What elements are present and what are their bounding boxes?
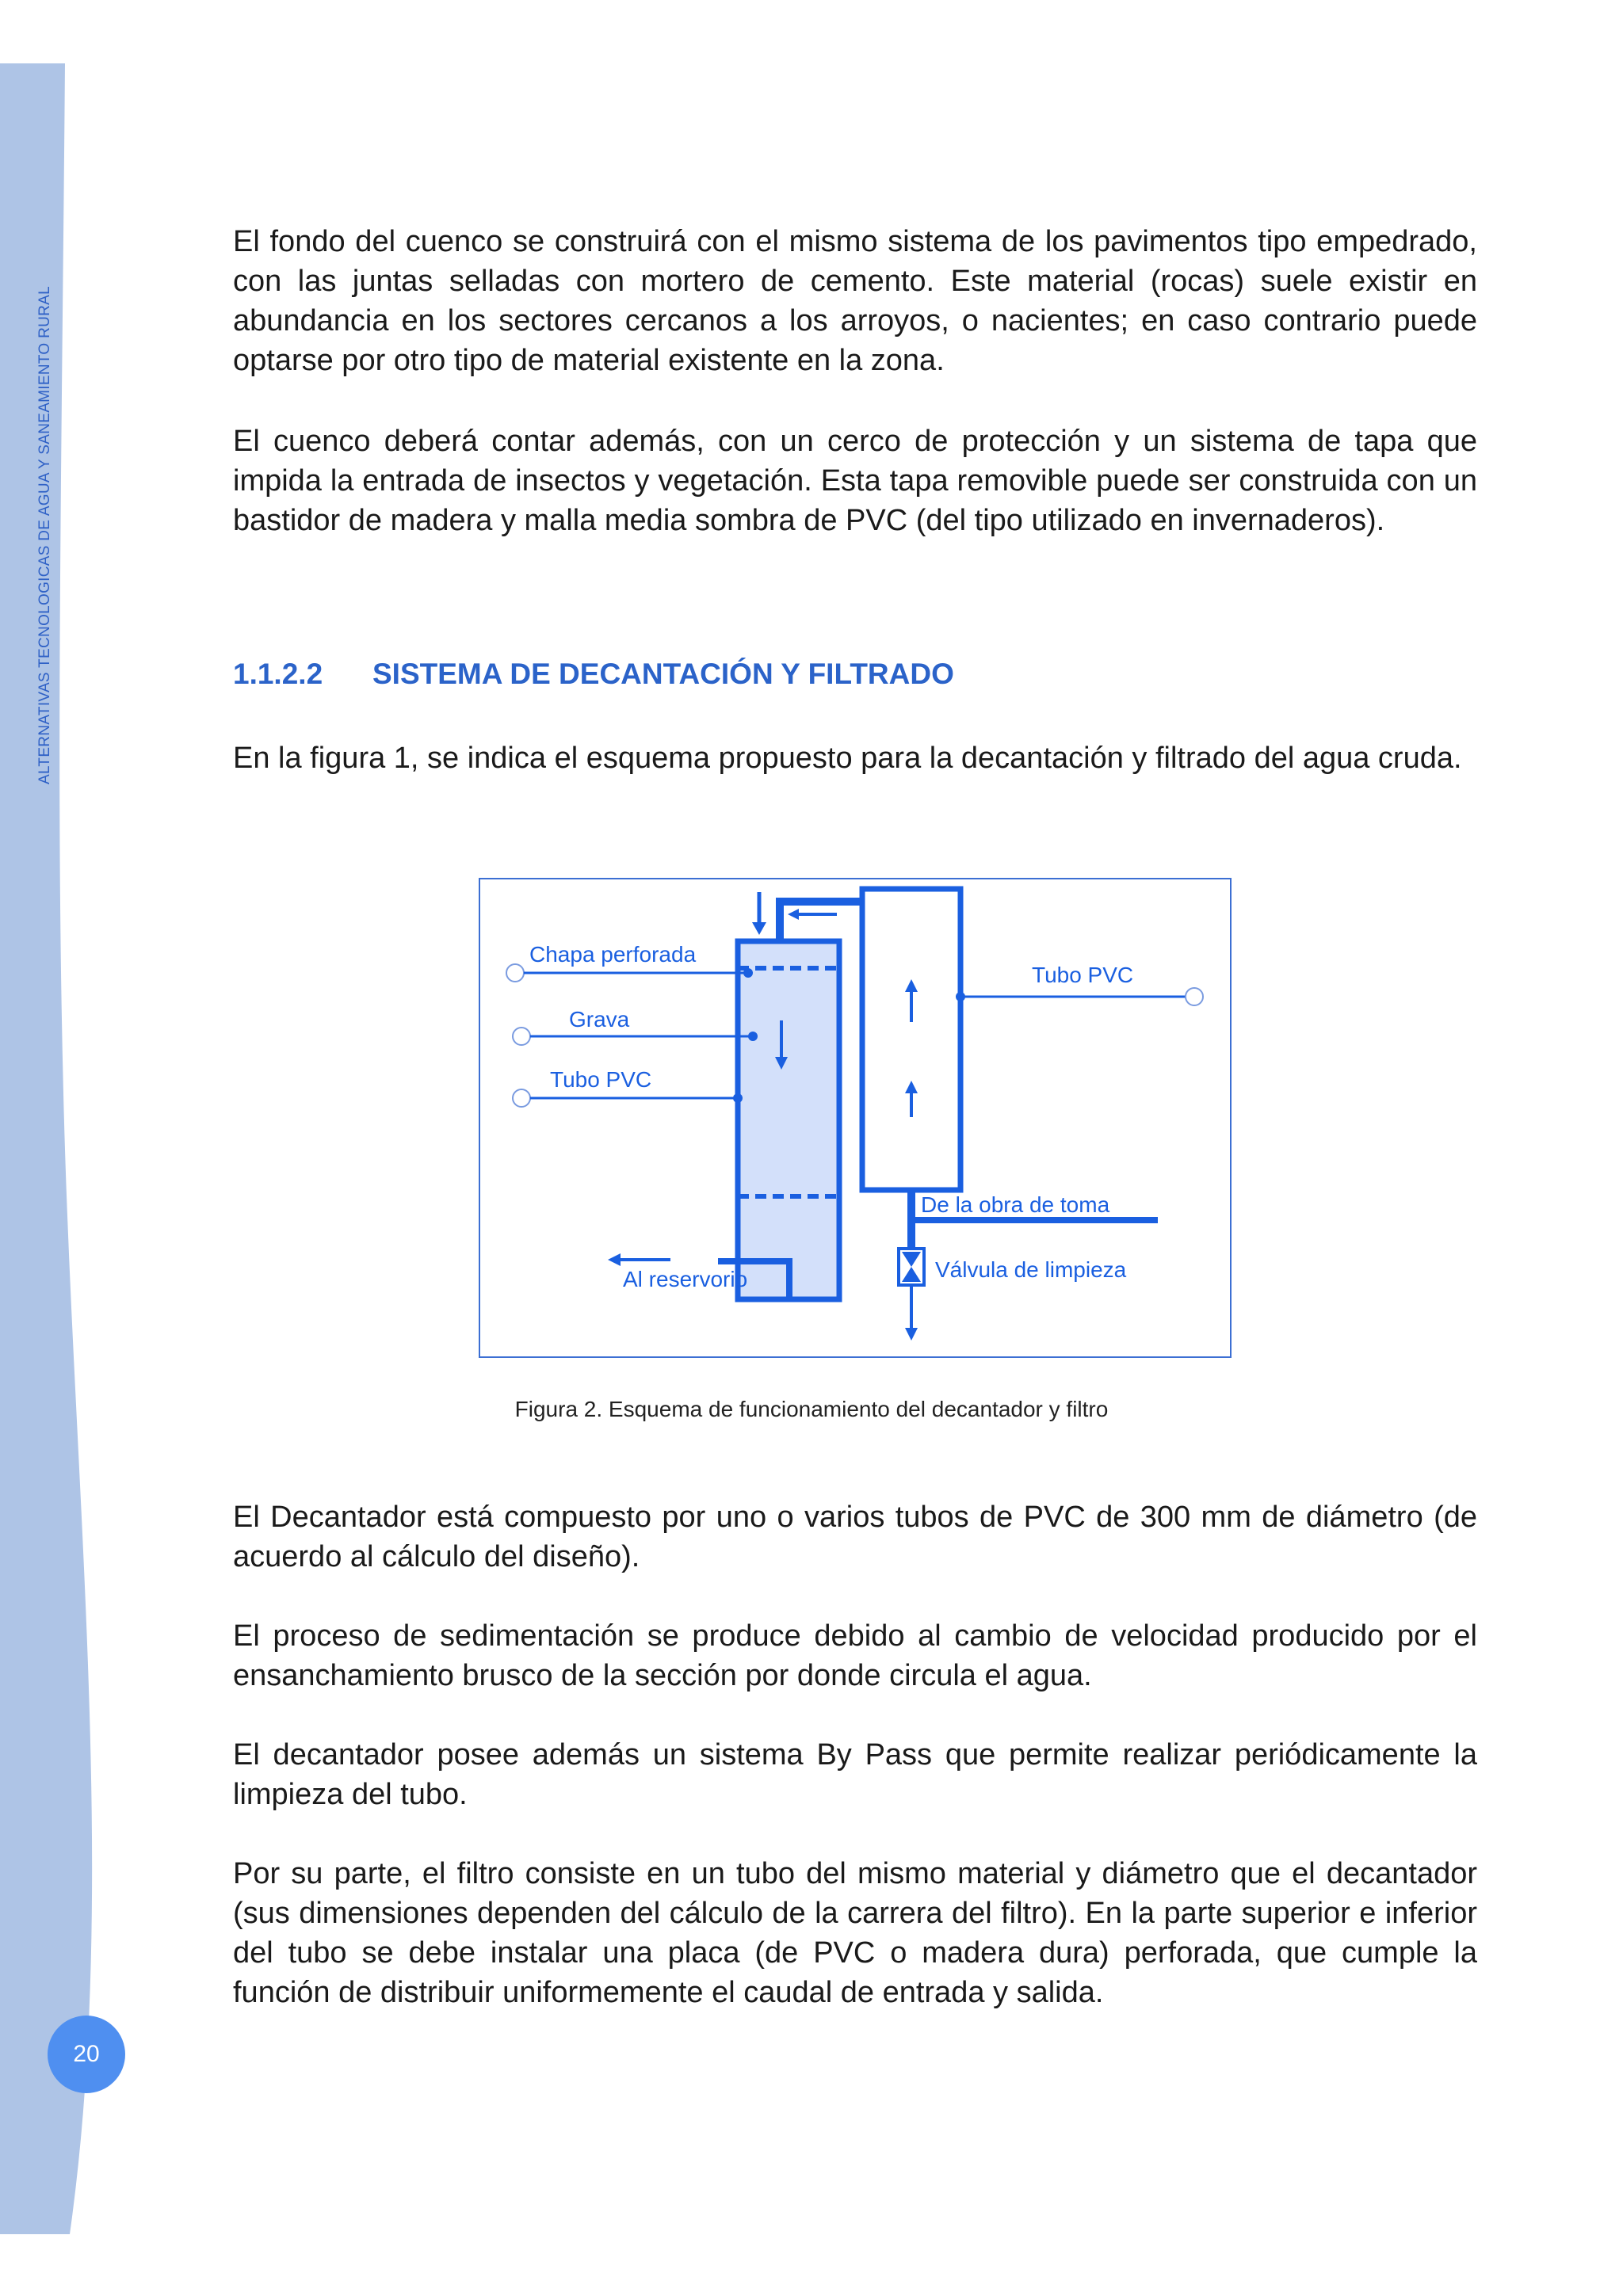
decanter-filter-diagram	[479, 878, 1232, 1358]
section-heading	[233, 658, 954, 691]
label-obra-de-toma: De la obra de toma	[921, 1192, 1110, 1217]
connecting-pipe-top	[780, 902, 869, 941]
label-al-reservorio: Al reservorio	[623, 1267, 748, 1291]
label-chapa-perforada: Chapa perforada	[529, 942, 697, 967]
paragraph-6: El decantador posee además un sistema By Pass que permite realizar periódicamente la limpieza del tubo.	[233, 1738, 1477, 1811]
running-title: ALTERNATIVAS TECNOLOGICAS DE AGUA Y SANEAMIENTO RURAL	[36, 286, 53, 784]
section-title: SISTEMA DE DECANTACIÓN Y FILTRADO	[372, 658, 954, 690]
paragraph-2: El cuenco deberá contar además, con un cerco de protección y un sistema de tapa que impida la entrada de insectos y vegetación. Esta tapa removible puede ser construida con un bastidor de madera y malla media sombra de PVC (del tipo utilizado en invernaderos).	[233, 425, 1477, 537]
sidebar-band	[0, 63, 119, 2234]
filter-column	[738, 941, 839, 1299]
paragraph-3: En la figura 1, se indica el esquema propuesto para la decantación y filtrado del agua cruda.	[233, 742, 1462, 775]
paragraph-5: El proceso de sedimentación se produce debido al cambio de velocidad producido por el ensanchamiento brusco de la sección por donde circula el agua.	[233, 1619, 1477, 1692]
label-grava: Grava	[569, 1007, 630, 1032]
section-number: 1.1.2.2	[233, 658, 323, 690]
paragraph-4: El Decantador está compuesto por uno o varios tubos de PVC de 300 mm de diámetro (de acuerdo al cálculo del diseño).	[233, 1501, 1477, 1573]
figure-caption: Figura 2. Esquema de funcionamiento del decantador y filtro	[514, 1397, 1109, 1421]
label-tubo-pvc-left: Tubo PVC	[550, 1067, 652, 1092]
page-number: 20	[48, 2016, 125, 2093]
decanter-column	[862, 889, 960, 1190]
label-valvula-limpieza: Válvula de limpieza	[935, 1257, 1127, 1282]
paragraph-7: Por su parte, el filtro consiste en un tubo del mismo material y diámetro que el decantador (sus dimensiones dependen del cálculo de la carrera del filtro). En la parte superior e inferior del tubo se debe instalar una placa (de PVC o madera dura) perforada, que cumple la función de distribuir uniformemente el caudal de entrada y salida.	[233, 1857, 1477, 2009]
label-tubo-pvc-right: Tubo PVC	[1032, 963, 1134, 987]
paragraph-1: El fondo del cuenco se construirá con el mismo sistema de los pavimentos tipo empedrado, con las juntas selladas con mortero de cemento. Este material (rocas) suele existir en abundancia en los sectores cercanos a los arroyos, o nacientes; en caso contrario puede optarse por otro tipo de material existente en la zona.	[233, 225, 1477, 377]
